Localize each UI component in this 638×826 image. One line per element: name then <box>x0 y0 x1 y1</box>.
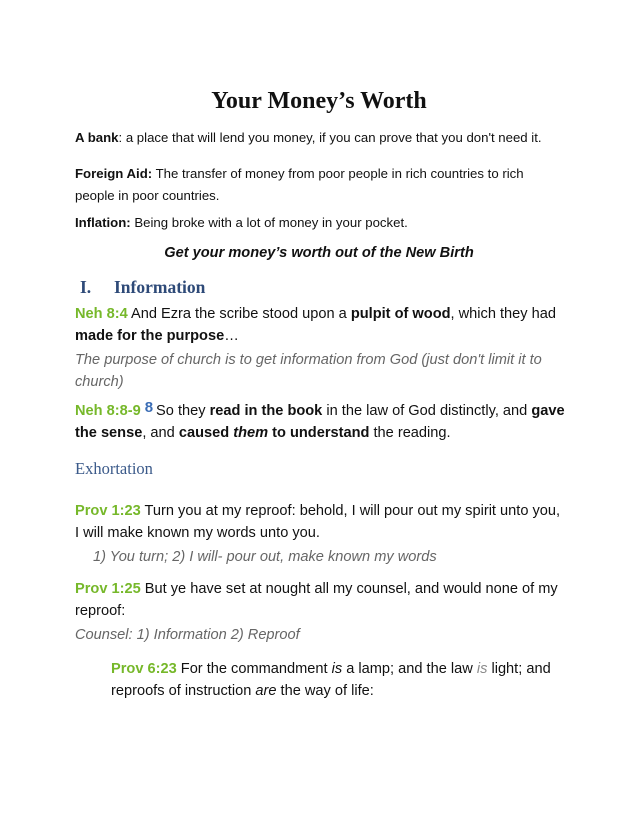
verse-text: , which they had <box>450 306 556 322</box>
verse-reference: Neh 8:4 <box>75 306 128 322</box>
section-heading-text: Information <box>114 277 206 297</box>
verse-text: Turn you at my reproof: behold, I will pour out my spirit unto you, I will make known my words unto you. <box>75 503 561 541</box>
verse-italic: is <box>331 661 343 677</box>
verse-text: in the law of God distinctly, and <box>322 403 532 419</box>
note-counsel: Counsel: 1) Information 2) Reproof <box>75 627 300 643</box>
definition-foreign-aid <box>75 163 565 207</box>
verse-emphasis: gave the sense <box>75 403 565 441</box>
verse-text: the reading. <box>369 425 451 441</box>
verse-emphasis: read in the book <box>209 403 323 419</box>
verse-text: light; and reproofs of instruction <box>111 661 551 699</box>
verse-text: the way of life: <box>276 683 374 699</box>
definition-bank <box>75 127 565 149</box>
verse-emphasis: made for the purpose <box>75 328 225 344</box>
verse-emphasis: pulpit of wood <box>350 306 451 322</box>
definition-term: Inflation: <box>75 215 131 230</box>
subtitle: Get your money’s worth out of the New Birth <box>164 245 474 261</box>
section-number: I. <box>80 277 92 297</box>
verse-neh-8-4 <box>75 303 565 347</box>
verse-italic-grey: is <box>476 661 488 677</box>
verse-emphasis: caused <box>178 425 234 441</box>
verse-text: For the commandment <box>176 661 332 677</box>
definition-inflation <box>75 212 565 234</box>
verse-prov-6-23 <box>111 658 566 702</box>
verse-neh-8-8-9 <box>75 400 565 444</box>
definition-term: A bank <box>75 130 119 145</box>
verse-emphasis: to understand <box>268 425 370 441</box>
verse-prov-1-23 <box>75 500 565 544</box>
section-heading-exhortation: Exhortation <box>75 459 153 478</box>
verse-number: 8 <box>144 399 154 416</box>
section-heading-information <box>80 277 205 298</box>
definition-term: Foreign Aid: <box>75 166 153 181</box>
verse-text: And Ezra the scribe stood upon a <box>127 306 351 322</box>
verse-reference: Prov 1:25 <box>75 581 141 597</box>
verse-reference: Prov 6:23 <box>111 661 177 677</box>
definition-text: Being broke with a lot of money in your pocket. <box>134 215 408 230</box>
verse-text: a lamp; and the law <box>342 661 477 677</box>
verse-text: But ye have set at nought all my counsel, and would none of my reproof: <box>75 581 558 619</box>
page-title: Your Money’s Worth <box>211 88 427 114</box>
note-points: 1) You turn; 2) I will- pour out, make known my words <box>93 549 437 565</box>
note-purpose-of-church: The purpose of church is to get information from God (just don't limit it to church) <box>75 352 542 390</box>
verse-reference: Prov 1:23 <box>75 503 141 519</box>
verse-emphasis-italic: them <box>233 425 269 441</box>
verse-text: , and <box>142 425 179 441</box>
verse-reference: Neh 8:8-9 <box>75 403 141 419</box>
definition-text: a place that will lend you money, if you can prove that you don't need it. <box>125 130 542 145</box>
definition-separator: : <box>118 130 126 145</box>
definition-text: The transfer of money from poor people in rich countries to rich people in poor countries. <box>75 166 524 203</box>
verse-italic: are <box>255 683 277 699</box>
verse-text: So they <box>156 403 210 419</box>
verse-text: … <box>224 328 239 344</box>
verse-prov-1-25 <box>75 578 565 622</box>
